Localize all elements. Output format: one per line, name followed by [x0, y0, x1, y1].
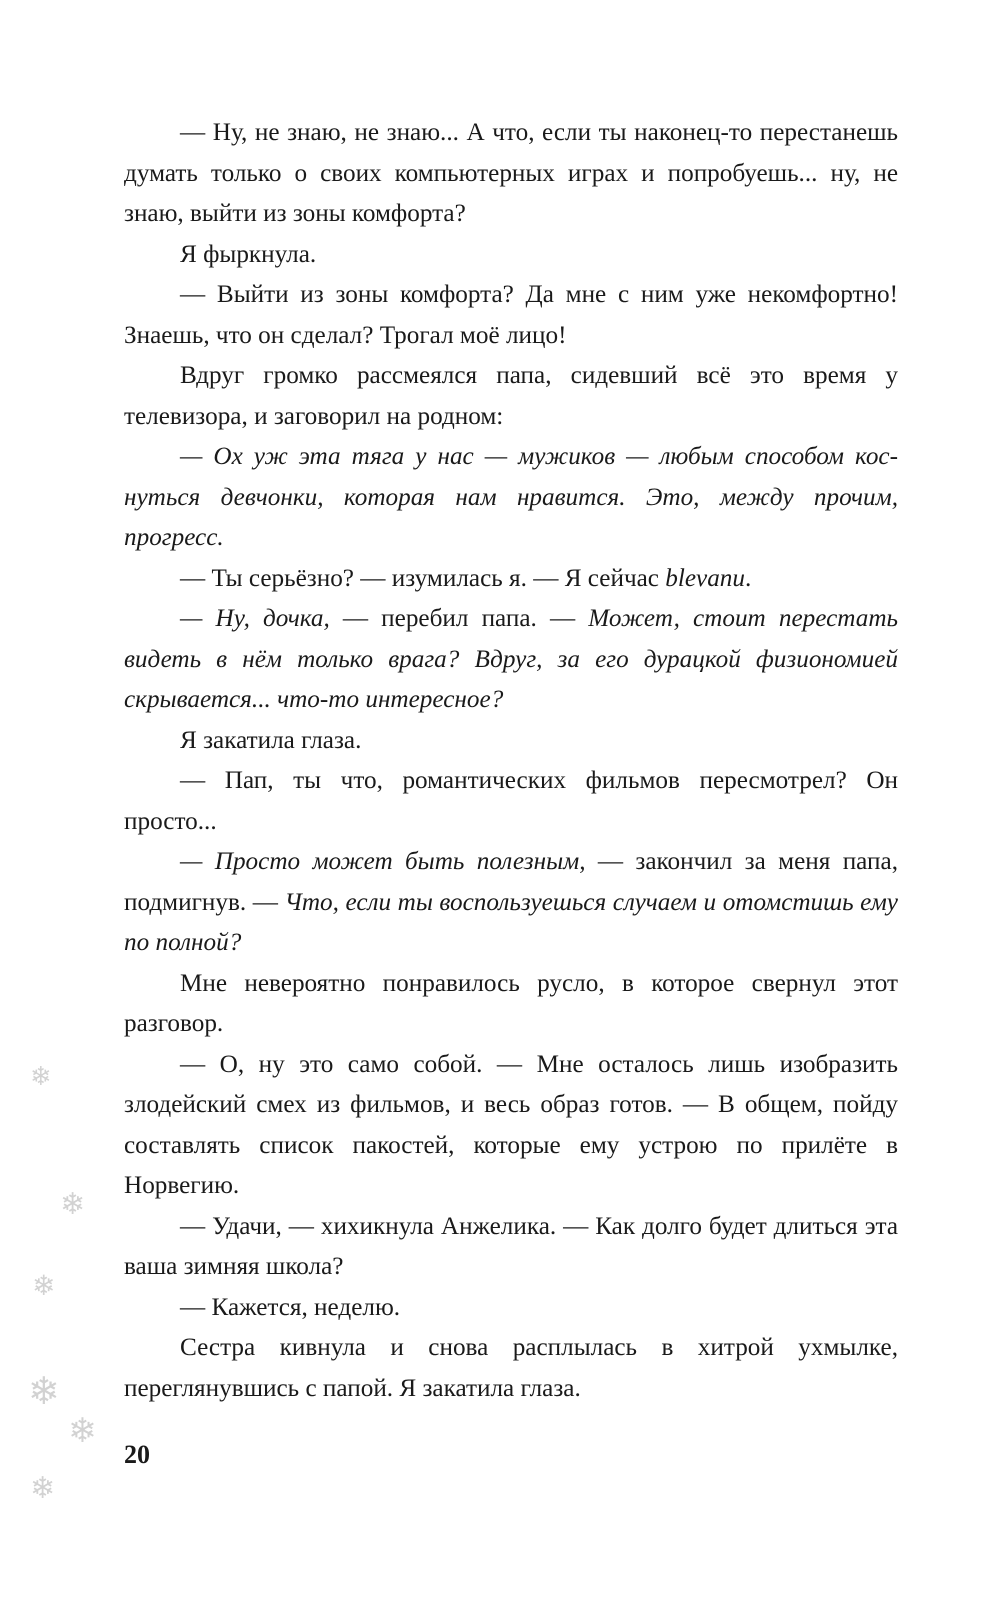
paragraph-9 — [124, 761, 898, 842]
paragraph-14-text: — Кажется, неделю. — [180, 1293, 401, 1321]
paragraph-6-text: — Ты серьёзно? — изумилась я. — Я сейчас — [180, 564, 666, 592]
paragraph-6-period: . — [745, 564, 752, 592]
paragraph-3 — [124, 275, 898, 356]
paragraph-9-text: — Пап, ты что, романтических фильмов пересмотрел? Он просто... — [124, 767, 898, 835]
paragraph-7-italic-1: — Ну, дочка, — [180, 605, 330, 632]
paragraph-11-text: Мне невероятно понравилось русло, в которое свернул этот разговор. — [124, 969, 898, 1037]
snowflake-icon: ❄ — [30, 1062, 52, 1092]
paragraph-7-text: — перебил папа. — — [329, 605, 589, 632]
page-text — [124, 113, 898, 1409]
paragraph-4 — [124, 356, 898, 437]
paragraph-13-text: — Удачи, — хихикнула Анжелика. — Как долго будет длиться эта ваша зимняя школа? — [124, 1212, 898, 1280]
paragraph-10-italic-1: — Просто может быть полезным, — [180, 848, 586, 875]
snowflake-icon: ❄ — [30, 1471, 56, 1506]
paragraph-6 — [124, 559, 898, 600]
paragraph-12-text: — О, ну это само собой. — Мне осталось лишь изобразить злодейский смех из фильмов, и весь образ готов. — В общем, пойду составлять список пакостей, которые ему устрою по прилёте в Норвегию. — [124, 1050, 898, 1199]
paragraph-5-italic-text: — Ох уж эта тяга у нас — мужиков — любым способом коснуться девчонки, которая нам нравится. Это, между прочим, прогресс. — [124, 443, 898, 551]
snowflake-icon: ❄ — [32, 1269, 56, 1302]
page-number: 20 — [124, 1440, 150, 1469]
paragraph-11 — [124, 964, 898, 1045]
paragraph-13 — [124, 1207, 898, 1288]
paragraph-14 — [124, 1288, 898, 1329]
paragraph-2-text: Я фыркнула. — [180, 240, 317, 268]
paragraph-2 — [124, 235, 898, 276]
paragraph-5 — [124, 437, 898, 559]
snowflake-icon: ❄ — [60, 1187, 86, 1222]
paragraph-12 — [124, 1045, 898, 1207]
paragraph-10-text: — закончил за меня папа, подмигнув. — — [124, 848, 898, 916]
paragraph-3-text: — Выйти из зоны комфорта? Да мне с ним уже некомфортно! Знаешь, что он сделал? Трогал моё лицо! — [124, 281, 898, 349]
paragraph-15-text: Сестра кивнула и снова расплылась в хитрой ухмылке, переглянувшись с папой. Я закатила глаза. — [124, 1334, 898, 1402]
paragraph-8 — [124, 721, 898, 762]
paragraph-8-text: Я закатила глаза. — [180, 726, 362, 754]
paragraph-10-italic-2: Что, если ты воспользуешься случаем и отомстишь ему по полной? — [124, 888, 898, 956]
paragraph-7 — [124, 599, 898, 721]
paragraph-6-italic-word: blevanu — [665, 564, 745, 592]
snowflake-icon: ❄ — [28, 1369, 60, 1413]
snowflake-icon: ❄ — [68, 1411, 97, 1451]
paragraph-7-italic-2: Может, стоит перестать видеть в нём только врага? Вдруг, за его дурацкой физиономией скрывается... что-то интересное? — [124, 605, 898, 713]
paragraph-1 — [124, 113, 898, 235]
paragraph-15 — [124, 1328, 898, 1409]
paragraph-10 — [124, 842, 898, 964]
paragraph-4-text: Вдруг громко рассмеялся папа, сидевший всё это время у телевизора, и заговорил на родном: — [124, 362, 898, 430]
paragraph-1-text: — Ну, не знаю, не знаю... А что, если ты наконец-то перестанешь думать только о своих компьютерных играх и попробуешь... ну, не знаю, выйти из зоны комфорта? — [124, 119, 898, 227]
